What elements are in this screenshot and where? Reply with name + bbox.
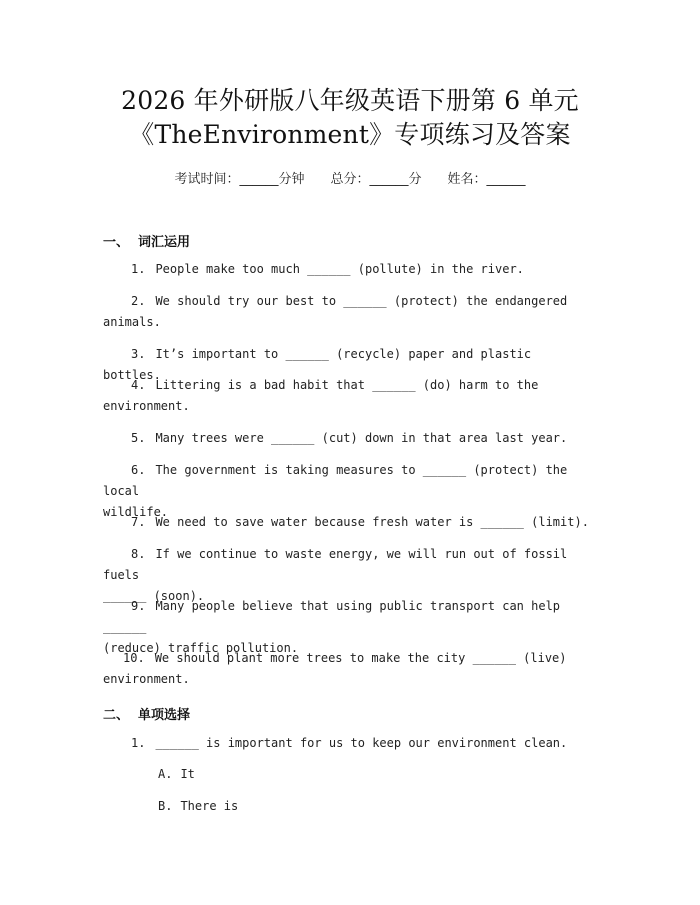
question-number: 9. — [131, 599, 146, 613]
section-title: 词汇运用 — [138, 235, 191, 250]
question-number: 5. — [131, 431, 146, 445]
question-number: 8. — [131, 547, 146, 561]
question-text: Many people believe that using public transport can help ______ — [103, 599, 561, 634]
option-text: It — [180, 767, 195, 781]
exam-score: 总分：______分 — [330, 172, 422, 187]
question-text: If we continue to waste energy, we will run out of fossil fuels — [103, 547, 568, 582]
question-text-continued: animals. — [103, 315, 161, 329]
question-number: 2. — [131, 294, 146, 308]
document-title-line1: 2026 年外研版八年级英语下册第 6 单元 — [121, 86, 579, 115]
question-item — [103, 259, 591, 280]
question-item — [103, 428, 591, 449]
choice-option-b — [158, 799, 238, 813]
question-item — [103, 291, 591, 333]
section-number: 一、 — [103, 235, 130, 250]
question-number: 1. — [131, 262, 146, 276]
question-number: 3. — [131, 347, 146, 361]
question-text: We need to save water because fresh water is ______ (limit). — [155, 515, 589, 529]
exam-meta — [0, 168, 700, 187]
exam-time: 考试时间：______分钟 — [174, 172, 305, 187]
question-number: 7. — [131, 515, 146, 529]
option-text: There is — [180, 799, 239, 813]
question-text: Many trees were ______ (cut) down in that area last year. — [155, 431, 568, 445]
section-number: 二、 — [103, 708, 130, 723]
option-label: B. — [158, 799, 173, 813]
question-text: Littering is a bad habit that ______ (do) harm to the — [155, 378, 539, 392]
question-item — [103, 375, 591, 417]
question-number: 10. — [123, 651, 145, 665]
question-item — [103, 733, 591, 754]
section-heading-vocabulary — [103, 231, 190, 250]
question-number: 4. — [131, 378, 146, 392]
question-text-continued: environment. — [103, 672, 190, 686]
question-item — [103, 512, 591, 533]
question-text: The government is taking measures to ______ (protect) the local — [103, 463, 568, 498]
question-text: We should plant more trees to make the city ______ (live) — [154, 651, 567, 665]
option-label: A. — [158, 767, 173, 781]
question-text: ______ is important for us to keep our environment clean. — [155, 736, 568, 750]
question-text: We should try our best to ______ (protect) the endangered — [155, 294, 568, 308]
question-number: 6. — [131, 463, 146, 477]
question-text-continued: wildlife. — [103, 505, 169, 519]
question-text-continued: environment. — [103, 399, 190, 413]
choice-option-a — [158, 767, 195, 781]
question-text-continued: ______ (soon). — [103, 589, 205, 603]
exam-name: 姓名：______ — [447, 172, 526, 187]
question-item — [103, 648, 591, 690]
question-text-continued: (reduce) traffic pollution. — [103, 641, 299, 655]
document-title-line2: 《TheEnvironment》专项练习及答案 — [129, 120, 571, 149]
section-heading-multiple-choice — [103, 704, 190, 723]
question-number: 1. — [131, 736, 146, 750]
question-text: It’s important to ______ (recycle) paper and plastic bottles. — [103, 347, 532, 382]
section-title: 单项选择 — [138, 708, 191, 723]
question-text: People make too much ______ (pollute) in the river. — [155, 262, 524, 276]
